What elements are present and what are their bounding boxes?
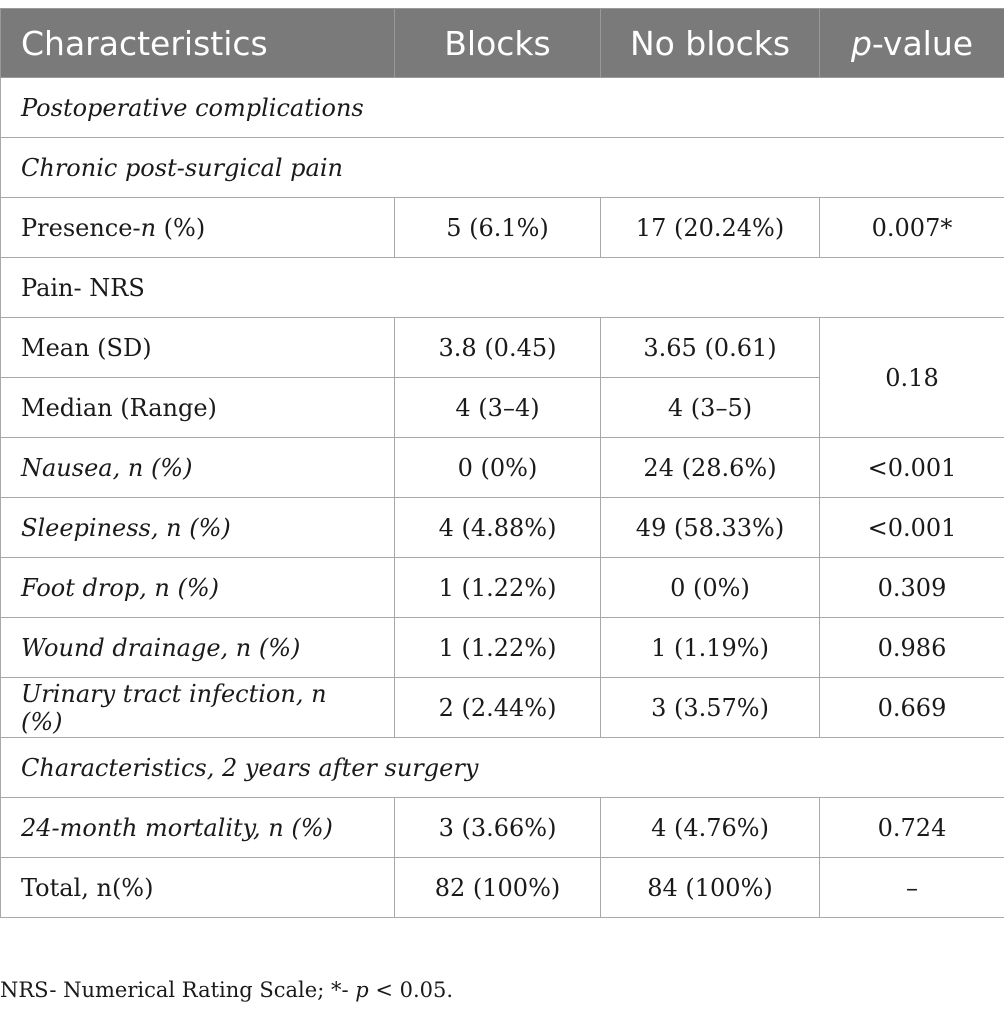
header-p-italic: p (850, 23, 872, 63)
header-p-suffix: -value (871, 23, 974, 63)
footnote-text: NRS- Numerical Rating Scale; *- (0, 978, 356, 1002)
cell-blocks: 3.8 (0.45) (395, 318, 601, 378)
section-row (1, 258, 1004, 318)
cell-no-blocks: 3.65 (0.61) (601, 318, 820, 378)
cell-no-blocks: 1 (1.19%) (601, 618, 820, 678)
cell-blocks: 0 (0%) (395, 438, 601, 498)
footnote-p-italic: p (355, 978, 369, 1002)
section-row (1, 738, 1004, 798)
row-label-mortality: 24-month mortality, n (%) (1, 798, 395, 858)
table-row (1, 858, 1004, 918)
row-label-sleepiness: Sleepiness, n (%) (1, 498, 395, 558)
footnote-threshold: < 0.05. (368, 978, 454, 1002)
table-header-row (1, 9, 1004, 78)
section-pain-nrs: Pain- NRS (1, 258, 1004, 318)
cell-blocks: 3 (3.66%) (395, 798, 601, 858)
cell-p-value: <0.001 (820, 498, 1004, 558)
header-p-value (820, 9, 1004, 78)
header-blocks: Blocks (395, 9, 601, 78)
cell-p-value: 0.986 (820, 618, 1004, 678)
cell-no-blocks: 84 (100%) (601, 858, 820, 918)
cell-blocks: 4 (3–4) (395, 378, 601, 438)
header-no-blocks: No blocks (601, 9, 820, 78)
cell-blocks: 82 (100%) (395, 858, 601, 918)
row-label-foot-drop: Foot drop, n (%) (1, 558, 395, 618)
table-footnote (0, 978, 453, 1002)
cell-p-value-merged: 0.18 (820, 318, 1004, 438)
section-two-years: Characteristics, 2 years after surgery (1, 738, 1004, 798)
cell-no-blocks: 17 (20.24%) (601, 198, 820, 258)
section-row (1, 138, 1004, 198)
section-chronic-pain: Chronic post-surgical pain (1, 138, 1004, 198)
row-label-uti: Urinary tract infection, n (%) (1, 678, 395, 738)
presence-label-suffix: (%) (156, 213, 206, 242)
cell-p-value: 0.309 (820, 558, 1004, 618)
row-label-wound-drainage: Wound drainage, n (%) (1, 618, 395, 678)
cell-no-blocks: 49 (58.33%) (601, 498, 820, 558)
cell-p-value: 0.007* (820, 198, 1004, 258)
cell-blocks: 4 (4.88%) (395, 498, 601, 558)
cell-no-blocks: 3 (3.57%) (601, 678, 820, 738)
cell-p-value: – (820, 858, 1004, 918)
cell-no-blocks: 0 (0%) (601, 558, 820, 618)
table-row (1, 198, 1004, 258)
row-label-median-range: Median (Range) (1, 378, 395, 438)
table-row (1, 498, 1004, 558)
section-postoperative-complications: Postoperative complications (1, 78, 1004, 138)
table-row (1, 678, 1004, 738)
presence-label-n: n (140, 213, 157, 242)
table-row (1, 798, 1004, 858)
cell-p-value: 0.724 (820, 798, 1004, 858)
cell-blocks: 2 (2.44%) (395, 678, 601, 738)
presence-label-main: Presence- (21, 213, 141, 242)
cell-no-blocks: 4 (4.76%) (601, 798, 820, 858)
cell-p-value: <0.001 (820, 438, 1004, 498)
cell-blocks: 1 (1.22%) (395, 558, 601, 618)
cell-p-value: 0.669 (820, 678, 1004, 738)
table-row (1, 318, 1004, 378)
row-label-total: Total, n(%) (1, 858, 395, 918)
cell-blocks: 1 (1.22%) (395, 618, 601, 678)
results-table (0, 8, 1004, 918)
table-row (1, 558, 1004, 618)
row-label-nausea: Nausea, n (%) (1, 438, 395, 498)
row-label-mean-sd: Mean (SD) (1, 318, 395, 378)
table-row (1, 618, 1004, 678)
cell-blocks: 5 (6.1%) (395, 198, 601, 258)
section-row (1, 78, 1004, 138)
cell-no-blocks: 4 (3–5) (601, 378, 820, 438)
header-characteristics: Characteristics (1, 9, 395, 78)
cell-no-blocks: 24 (28.6%) (601, 438, 820, 498)
row-label-presence (1, 198, 395, 258)
table-row (1, 438, 1004, 498)
